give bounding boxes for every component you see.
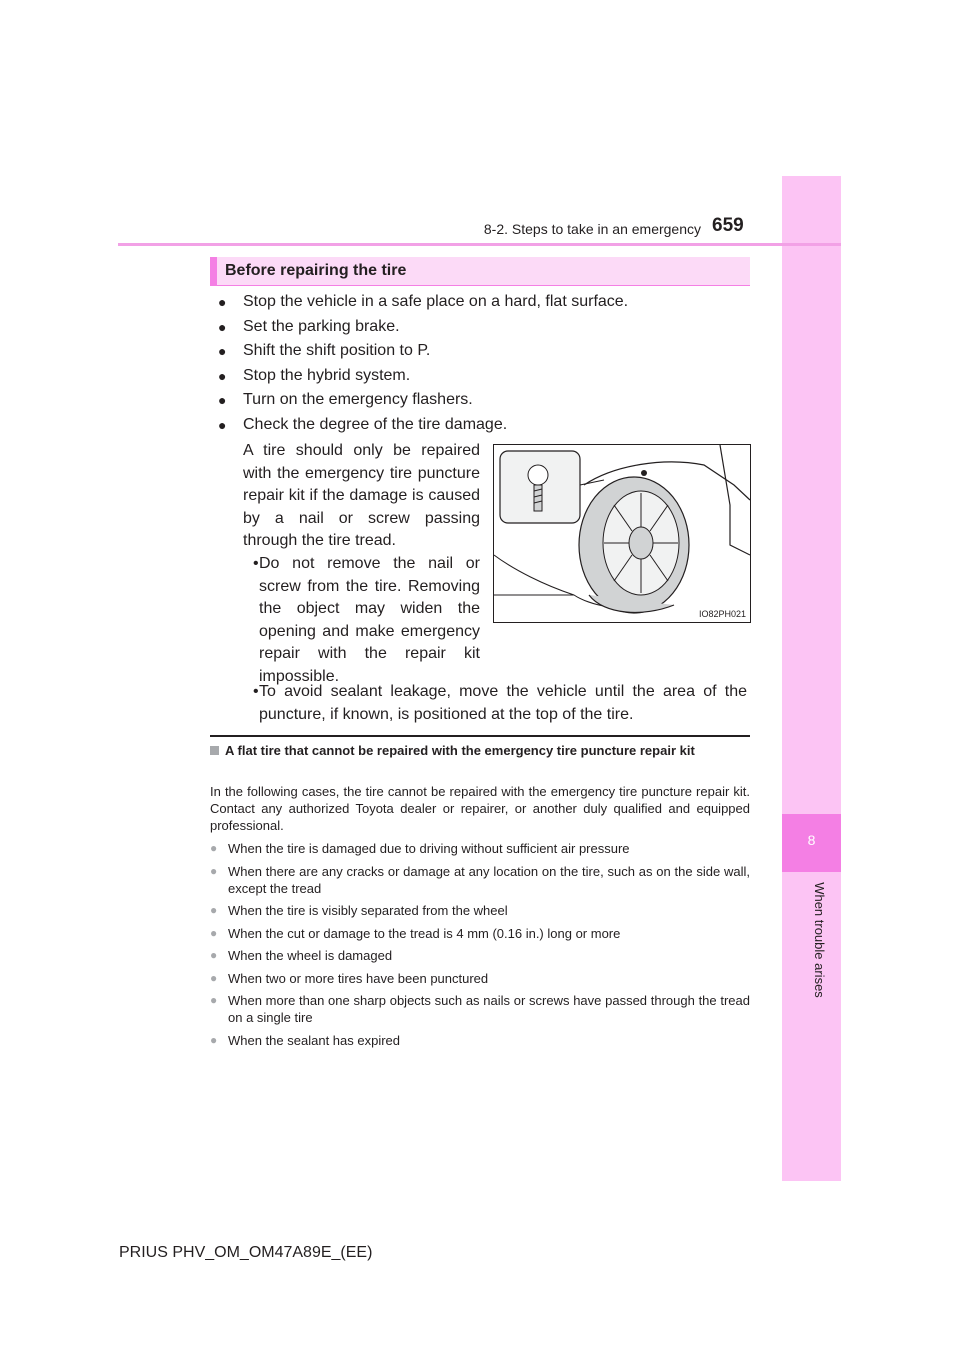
header-rule — [118, 243, 841, 246]
bullet-icon: ● — [218, 392, 227, 409]
list-item: ● When two or more tires have been punctured — [210, 970, 489, 986]
bullet-icon: ● — [210, 1032, 218, 1047]
list-item: ● When the tire is visibly separated from the wheel — [210, 903, 508, 918]
sub-item: • Do not remove the nail or screw from the tire. Removing the object may widen the opening and make emergency repair with the repair kit impossible. — [253, 555, 480, 685]
list-item: ● When the tire is damaged due to driving without sufficient air pressure — [210, 841, 630, 856]
note-body: In the following cases, the tire cannot be repaired with the emergency tire puncture repair kit. Contact any authorized Toyota dealer or repairer, or another duly qualified and equipped professional. — [210, 784, 750, 833]
list-item: ● Turn on the emergency flashers. — [218, 391, 473, 409]
list-item: ● Stop the vehicle in a safe place on a hard, flat surface. — [218, 293, 629, 311]
list-item: ● When the cut or damage to the tread is 4 mm (0.16 in.) long or more — [210, 925, 621, 941]
bullet-icon: ● — [210, 925, 218, 940]
bullet-icon: ● — [210, 970, 218, 985]
checklist — [218, 290, 758, 437]
list-item: ● Stop the hybrid system. — [218, 366, 411, 384]
list-item: ● When the wheel is damaged — [210, 948, 393, 963]
chapter-number: 8 — [807, 832, 816, 848]
list-item: ● Check the degree of the tire damage. — [218, 415, 508, 433]
bullet-icon: ● — [210, 903, 218, 917]
chapter-side-tab — [782, 176, 841, 1181]
bullet-icon: ● — [218, 367, 227, 384]
flat-tire-icon — [494, 445, 750, 622]
section-divider — [210, 735, 750, 737]
figure-code: IO82PH021 — [698, 609, 746, 619]
page-number: 659 — [712, 215, 744, 236]
section-title: 8-2. Steps to take in an emergency — [483, 221, 701, 237]
list-item: ● Shift the shift position to P. — [218, 342, 431, 360]
list-item: ● When the sealant has expired — [210, 1032, 400, 1048]
sub-bullet-icon: • — [253, 555, 259, 572]
document-footer: PRIUS PHV_OM_OM47A89E_(EE) — [119, 1244, 373, 1261]
list-item: ● When there are any cracks or damage at any location on the tire, such as on the side wall, except the tread — [210, 863, 750, 896]
note-list — [210, 840, 750, 1054]
bullet-icon: ● — [210, 841, 218, 855]
bullet-icon: ● — [218, 416, 227, 433]
bullet-icon: ● — [210, 948, 218, 962]
sub-bullet-icon: • — [253, 683, 259, 700]
sub-item: • To avoid sealant leakage, move the vehicle until the area of the puncture, if known, is positioned at the top of the tire. — [253, 683, 747, 723]
bullet-icon: ● — [218, 294, 227, 311]
chapter-label: When trouble arises — [812, 882, 827, 998]
section-box-title: Before repairing the tire — [225, 262, 407, 279]
list-item: ● When more than one sharp objects such as nails or screws have passed through the tread on a single tire — [210, 993, 750, 1025]
bullet-icon: ● — [210, 993, 218, 1007]
square-icon — [210, 746, 219, 755]
bullet-icon: ● — [218, 318, 227, 335]
list-item: ● Set the parking brake. — [218, 317, 400, 335]
tire-illustration — [493, 444, 751, 623]
damage-paragraph: A tire should only be repaired with the emergency tire puncture repair kit if the damage is caused by a nail or screw passing through the tire tread. — [243, 442, 480, 549]
bullet-icon: ● — [218, 343, 227, 360]
note-title: A flat tire that cannot be repaired with the emergency tire puncture repair kit — [210, 743, 750, 759]
bullet-icon: ● — [210, 863, 218, 878]
